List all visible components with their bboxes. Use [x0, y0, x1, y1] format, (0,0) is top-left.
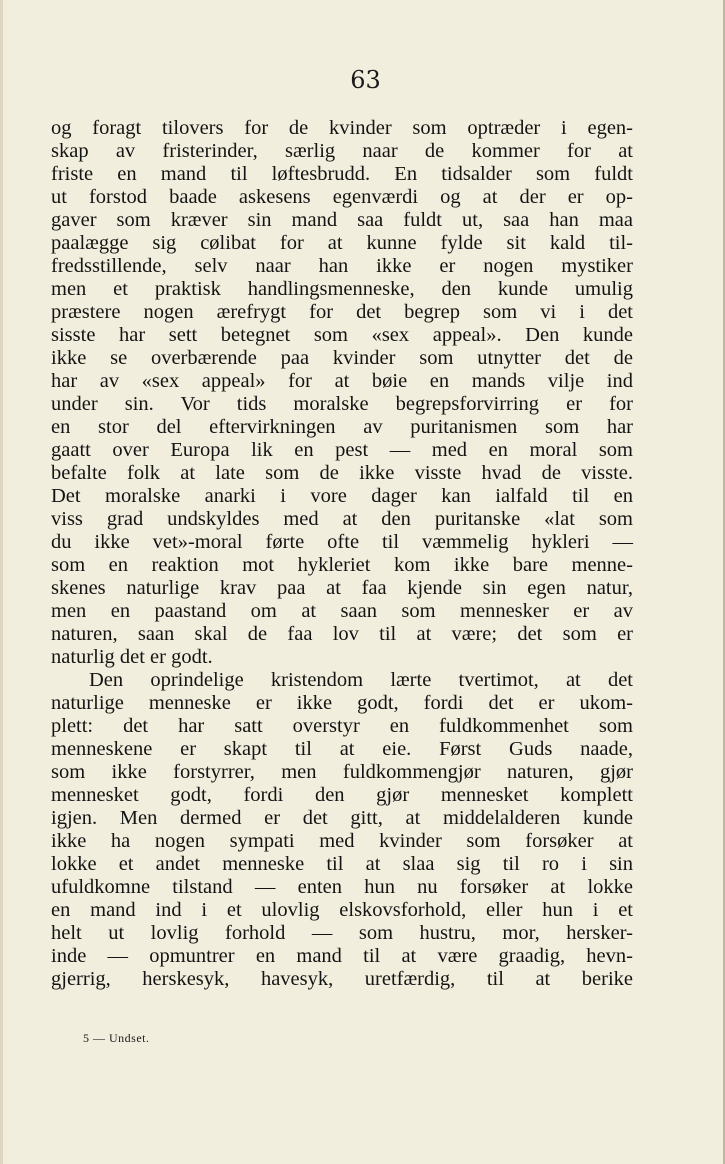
text-line: som en reaktion mot hykleriet kom ikke bare menne-: [51, 554, 633, 576]
text-line: Den oprindelige kristendom lærte tvertimot, at det: [89, 669, 633, 691]
text-line: ikke ha nogen sympati med kvinder som forsøker at: [51, 830, 633, 852]
text-line: plett: det har satt overstyr en fuldkommenhet som: [51, 715, 633, 737]
text-line: præstere nogen ærefrygt for det begrep som vi i det: [51, 301, 633, 323]
text-line: har av «sex appeal» for at bøie en mands vilje ind: [51, 370, 633, 392]
text-line: befalte folk at late som de ikke visste hvad de visste.: [51, 462, 633, 484]
text-line: lokke et andet menneske til at slaa sig til ro i sin: [51, 853, 633, 875]
text-line: paalægge sig cølibat for at kunne fylde sit kald til-: [51, 232, 633, 254]
text-line: Det moralske anarki i vore dager kan ialfald til en: [51, 485, 633, 507]
text-line: viss grad undskyldes med at den puritanske «lat som: [51, 508, 633, 530]
text-line: naturlige menneske er ikke godt, fordi det er ukom-: [51, 692, 633, 714]
text-line: ikke se overbærende paa kvinder som utnytter det de: [51, 347, 633, 369]
body-text: [51, 117, 633, 991]
text-line: en mand ind i et ulovlig elskovsforhold, eller hun i et: [51, 899, 633, 921]
text-line: fredsstillende, selv naar han ikke er nogen mystiker: [51, 255, 633, 277]
text-line: gaver som kræver sin mand saa fuldt ut, saa han maa: [51, 209, 633, 231]
text-line: under sin. Vor tids moralske begrepsforvirring er for: [51, 393, 633, 415]
text-line: menneskene er skapt til at eie. Først Guds naade,: [51, 738, 633, 760]
text-line: du ikke vet»-moral førte ofte til væmmelig hykleri —: [51, 531, 633, 553]
text-line: gaatt over Europa lik en pest — med en moral som: [51, 439, 633, 461]
paragraph: [51, 117, 633, 669]
paragraph: [51, 669, 633, 991]
text-line: skap av fristerinder, særlig naar de kommer for at: [51, 140, 633, 162]
text-line: naturlig det er godt.: [51, 646, 213, 668]
text-line: sisste har sett betegnet som «sex appeal». Den kunde: [51, 324, 633, 346]
text-line: naturen, saan skal de faa lov til at være; det som er: [51, 623, 633, 645]
text-line: ufuldkomne tilstand — enten hun nu forsøker at lokke: [51, 876, 633, 898]
page-number: 63: [350, 66, 381, 94]
text-line: skenes naturlige krav paa at faa kjende sin egen natur,: [51, 577, 633, 599]
text-line: en stor del eftervirkningen av puritanismen som har: [51, 416, 633, 438]
text-line: mennesket godt, fordi den gjør mennesket komplett: [51, 784, 633, 806]
text-line: helt ut lovlig forhold — som hustru, mor, hersker-: [51, 922, 633, 944]
text-line: gjerrig, herskesyk, havesyk, uretfærdig, til at berike: [51, 968, 633, 990]
text-line: inde — opmuntrer en mand til at være graadig, hevn-: [51, 945, 633, 967]
text-line: friste en mand til løftesbrudd. En tidsalder som fuldt: [51, 163, 633, 185]
footer-signature: 5 — Undset.: [83, 1031, 150, 1045]
text-line: igjen. Men dermed er det gitt, at middelalderen kunde: [51, 807, 633, 829]
text-line: ut forstod baade askesens egenværdi og at der er op-: [51, 186, 633, 208]
text-line: som ikke forstyrrer, men fuldkommengjør naturen, gjør: [51, 761, 633, 783]
text-line: men en paastand om at saan som mennesker er av: [51, 600, 633, 622]
text-line: og foragt tilovers for de kvinder som optræder i egen-: [51, 117, 633, 139]
text-line: men et praktisk handlingsmenneske, den kunde umulig: [51, 278, 633, 300]
